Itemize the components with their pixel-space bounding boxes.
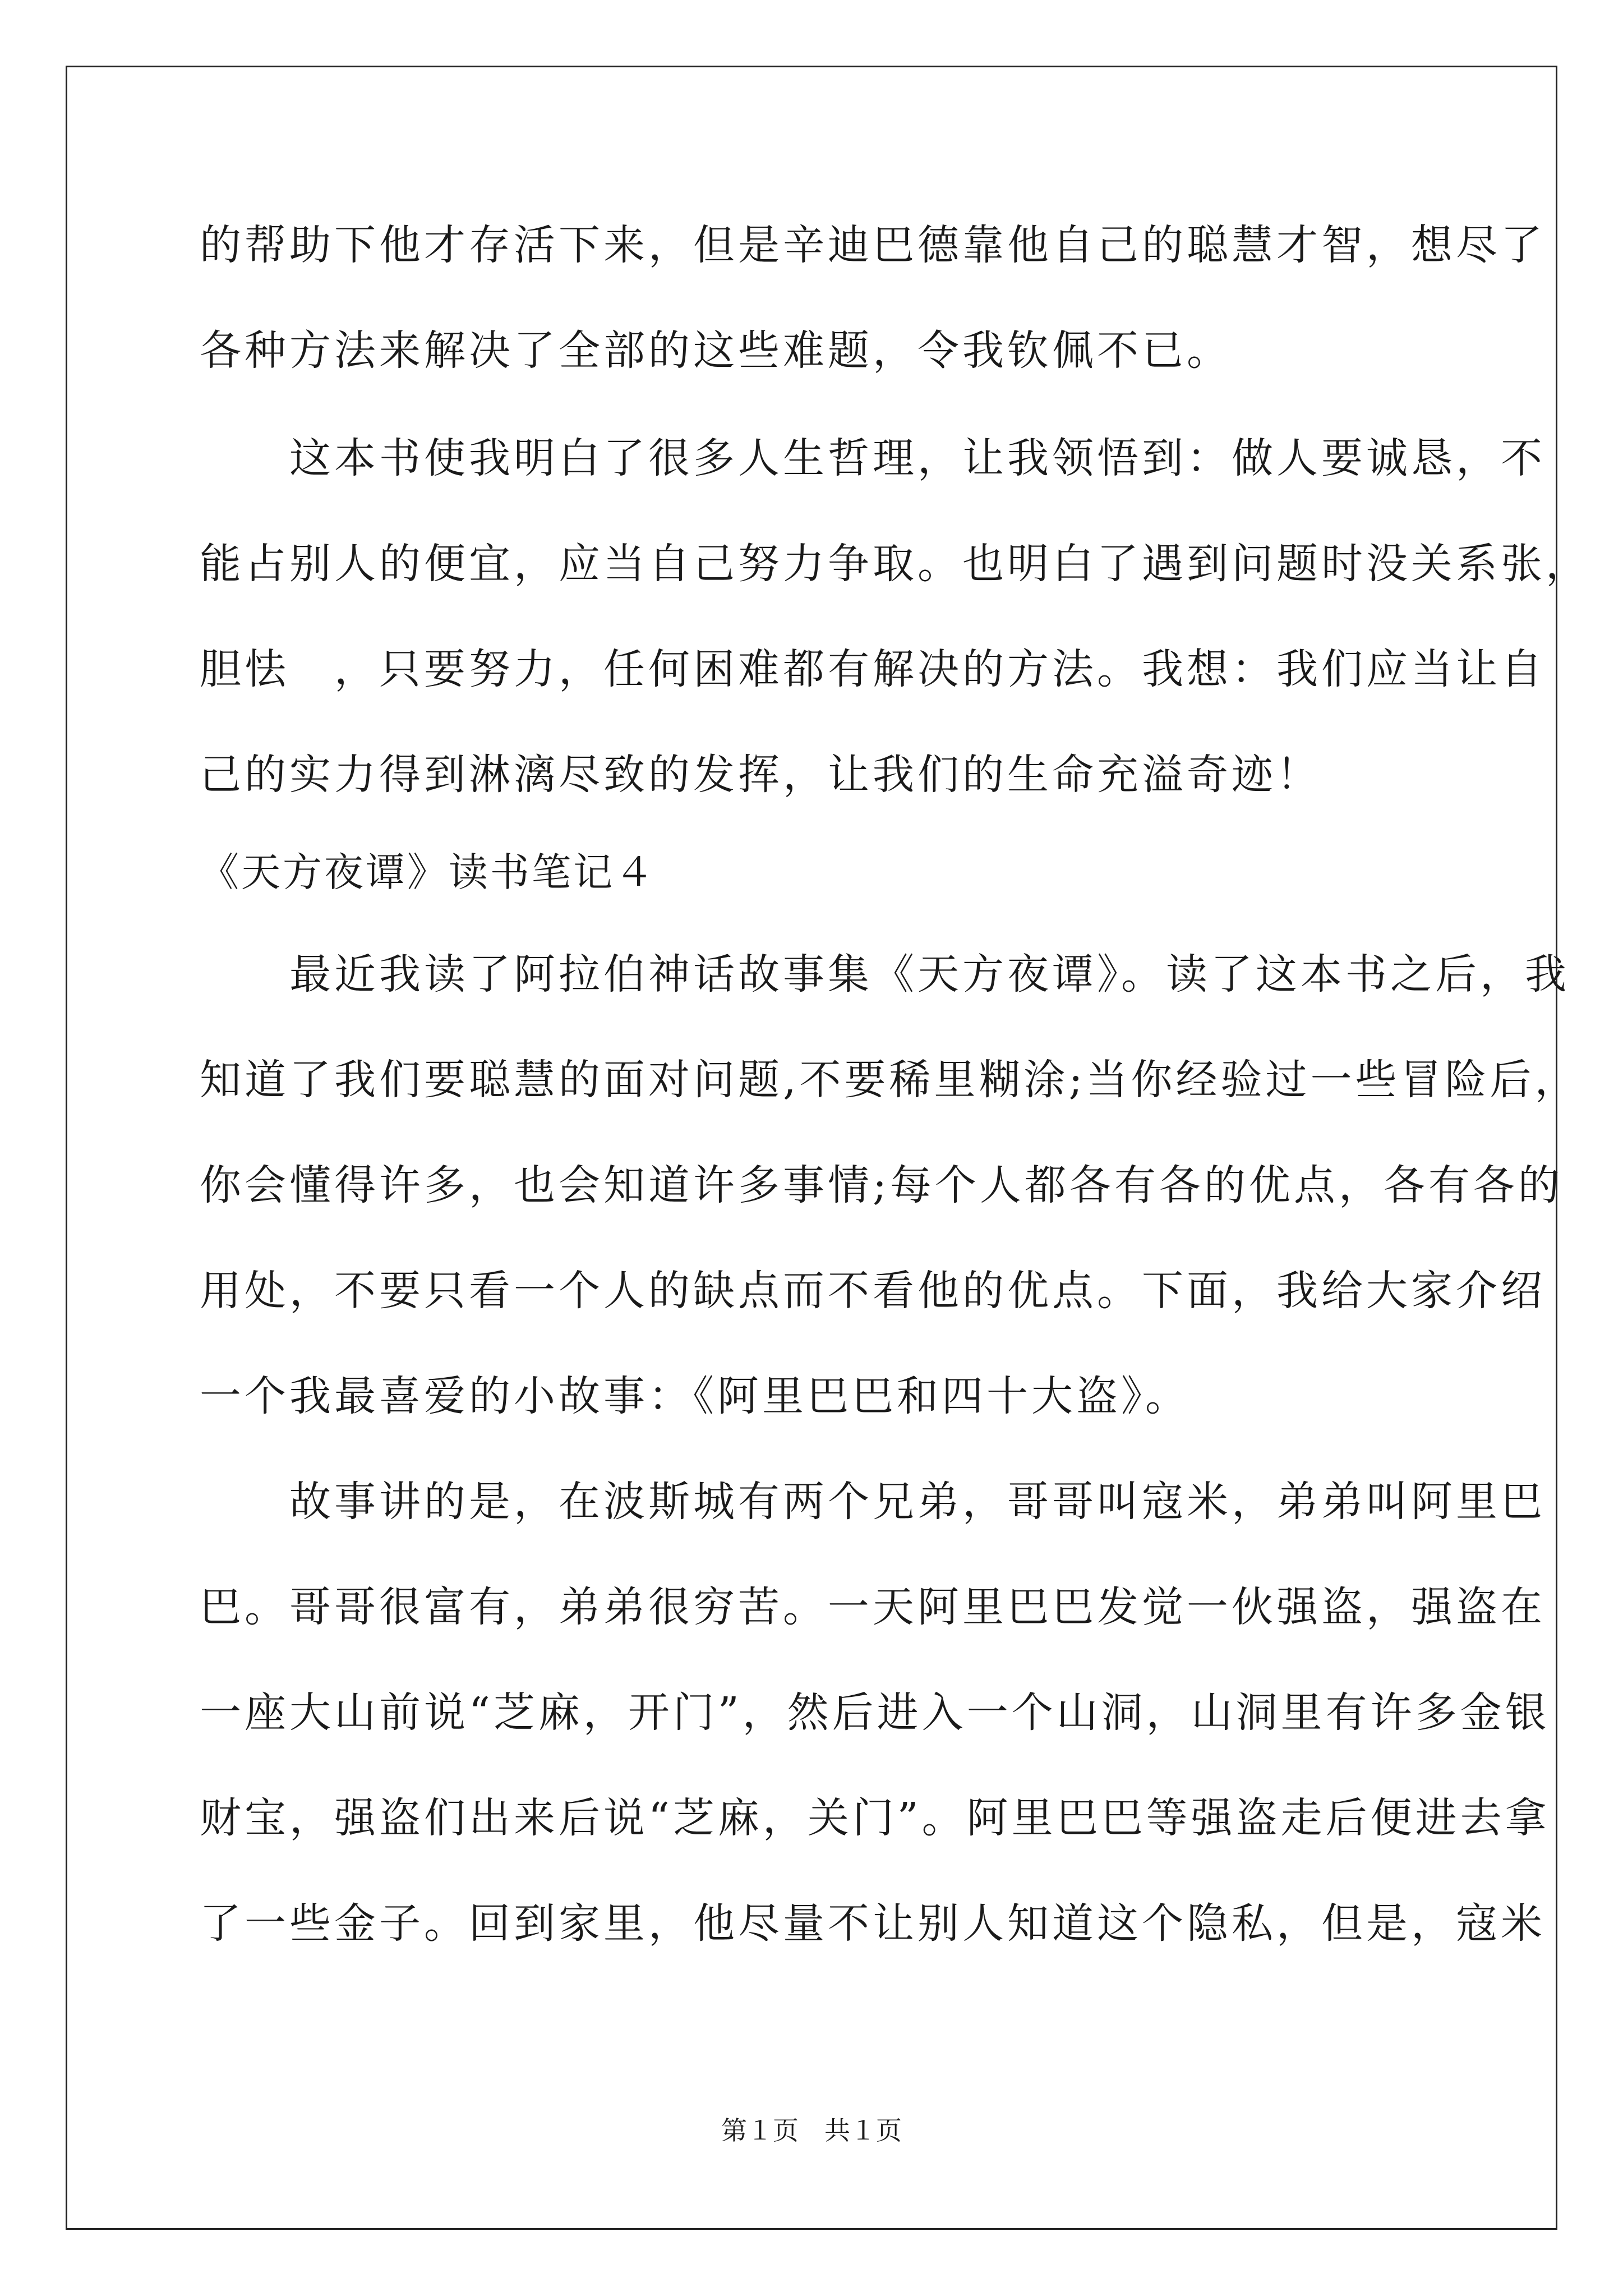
text-line: 故事讲的是，在波斯城有两个兄弟，哥哥叫寇米，弟弟叫阿里巴 [200, 1478, 1546, 1526]
text-line: 能占别人的便宜，应当自己努力争取。也明白了遇到问题时没关系张， [200, 540, 1590, 588]
text-line: 一座大山前说“芝麻，开门”，然后进入一个山洞，山洞里有许多金银 [200, 1688, 1550, 1737]
text-line: 用处，不要只看一个人的缺点而不看他的优点。下面，我给大家介绍 [200, 1267, 1546, 1315]
text-line: 各种方法来解决了全部的这些难题，令我钦佩不已。 [200, 326, 1232, 375]
page-footer: 第１页 共１页 [721, 2115, 902, 2146]
text-line: 了一些金子。回到家里，他尽量不让别人知道这个隐私，但是，寇米 [200, 1899, 1546, 1948]
text-line: 胆怯 ，只要努力，任何困难都有解决的方法。我想：我们应当让自 [200, 645, 1546, 693]
text-line: 你会懂得许多，也会知道许多事情;每个人都各有各的优点，各有各的 [200, 1161, 1563, 1209]
text-line: 财宝，强盗们出来后说“芝麻，关门”。阿里巴巴等强盗走后便进去拿 [200, 1794, 1550, 1842]
text-line: 知道了我们要聪慧的面对问题,不要稀里糊涂;当你经验过一些冒险后， [200, 1056, 1580, 1104]
text-line: 一个我最喜爱的小故事：《阿里巴巴和四十大盗》。 [200, 1372, 1190, 1420]
text-line: 的帮助下他才存活下来，但是辛迪巴德靠他自己的聪慧才智，想尽了 [200, 221, 1546, 269]
text-line: 巴。哥哥很富有，弟弟很穷苦。一天阿里巴巴发觉一伙强盗，强盗在 [200, 1583, 1546, 1631]
text-line: 己的实力得到淋漓尽致的发挥，让我们的生命充溢奇迹！ [200, 751, 1321, 799]
text-line: 这本书使我明白了很多人生哲理，让我领悟到：做人要诚恳，不 [200, 434, 1546, 482]
text-line: 最近我读了阿拉伯神话故事集《天方夜谭》。读了这本书之后，我 [200, 950, 1570, 999]
section-heading: 《天方夜谭》读书笔记４ [200, 849, 656, 895]
